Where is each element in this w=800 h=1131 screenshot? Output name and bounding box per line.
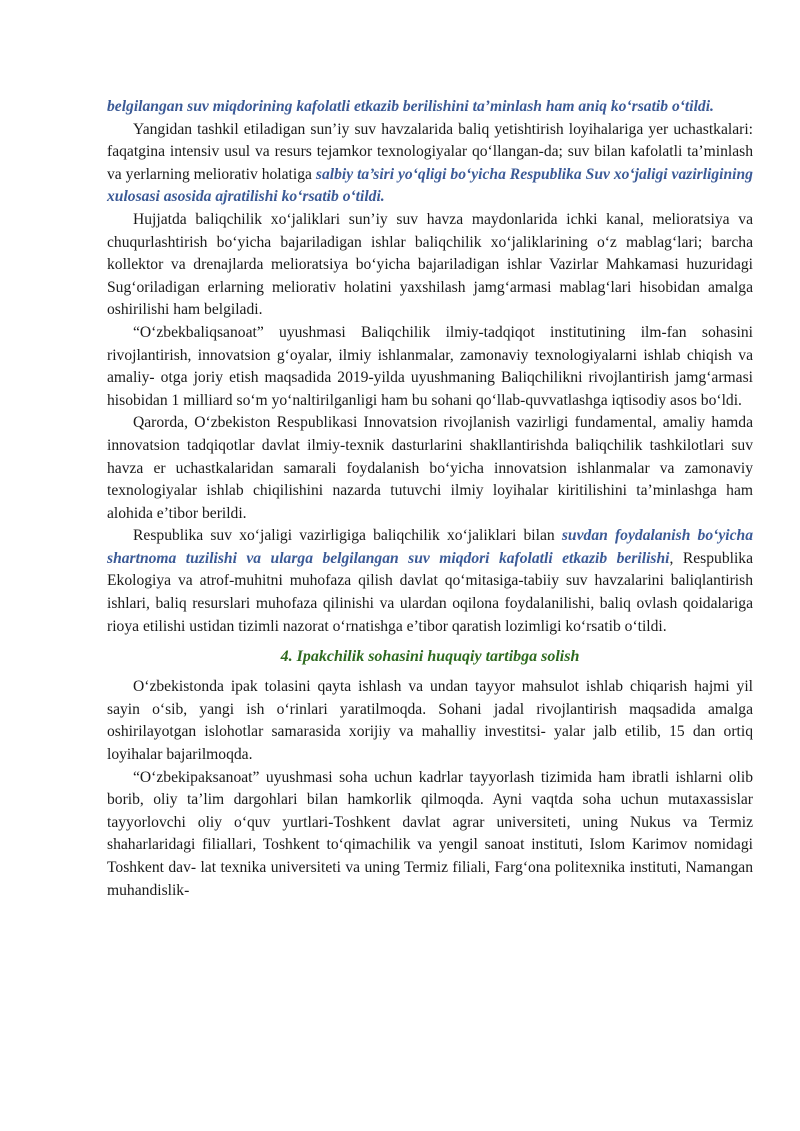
highlighted-text: suvdan foydalanish bo‘yicha shartnoma tuzilishi va ularga belgilangan suv miqdori kafolatli etkazib berilishi [107,527,753,567]
paragraph: “O‘zbekipaksanoat” uyushmasi soha uchun kadrlar tayyorlash tizimida ham ibratli ishlarni olib borib, oliy ta’lim dargohlari bilan hamkorlik qilmoqda. Ayni vaqtda soha uchun mutaxassislar tayyorlovchi oliy o‘quv yurtlari-Toshkent davlat agrar universiteti, uning Nukus va Termiz shaharlaridagi filiallari, Toshkent to‘qimachilik va yengil sanoat instituti, Islom Karimov nomidagi Toshkent dav- lat texnika universiteti va uning Termiz filiali, Farg‘ona politexnika instituti, Namangan muhandislik- [107,768,753,899]
paragraph: Hujjatda baliqchilik xo‘jaliklari sun’iy suv havza maydonlarida ichki kanal, melioratsiya va chuqurlashtirish bo‘yicha bajariladigan ishlar baliqchilik xo‘jaliklarining o‘z mablag‘lari; barcha kollektor va drenajlarda melioratsiya bo‘yicha bajariladigan ishlar Vazirlar Mahkamasi huzuridagi Sug‘oriladigan erlarning meliorativ holatini yaxshilash jamg‘armasi mablag‘lari hisobidan amalga oshirilishi ham belgiladi. [107,210,753,319]
paragraph-continuation [107,96,753,119]
document-page [107,96,753,902]
highlighted-text: belgilangan suv miqdorining kafolatli etkazib berilishini ta’minlash ham aniq ko‘rsatib o‘tildi. [107,98,714,115]
paragraph: O‘zbekistonda ipak tolasini qayta ishlash va undan tayyor mahsulot ishlab chiqarish hajmi yil sayin o‘sib, yangi ish o‘rinlari yaratilmoqda. Sohani jadal rivojlantirish maqsadida amalga oshirilayotgan islohotlar samarasida xorijiy va mahalliy investitsi- yalar jalb etilib, 15 dan ortiq loyihalar bajarilmoqda. [107,678,753,764]
paragraph: Yangidan tashkil etiladigan sun’iy suv havzalarida baliq yetishtirish loyihalariga yer uchastkalari: faqatgina intensiv usul va resurs tejamkor texnologiyalar qo‘llangan-da; suv bilan kafolatli ta’minlash va yerlarning meliorativ holatiga salbiy ta’siri yo‘qligi bo‘yicha Respublika Suv xo‘jaligi vazirligining xulosasi asosida ajratilishi ko‘rsatib o‘tildi. [107,120,753,206]
section-heading: 4. Ipakchilik sohasini huquqiy tartibga solish [280,648,580,666]
paragraph: Qarorda, O‘zbekiston Respublikasi Innovatsion rivojlanish vazirligi fundamental, amaliy hamda innovatsion tadqiqotlar davlat ilmiy-texnik dasturlarini shakllantirishda baliqchilik tashkilotlari suv havza er uchastkalaridan samarali foydalanish bo‘yicha innovatsion ishlanmalar va zamonaviy texnologiyalar ishlab chiqilishini nazarda tutuvchi ilmiy loyihalar kiritilishini ta’minlashga ham alohida e’tibor berildi. [107,414,753,522]
paragraph: “O‘zbekbaliqsanoat” uyushmasi Baliqchilik ilmiy-tadqiqot institutining ilm-fan sohasini rivojlantirish, innovatsion g‘oyalar, ilmiy ishlanmalar, zamonaviy texnologiyalarni ishlab chiqish va amaliy- otga joriy etish maqsadida 2019-yilda uyushmaning Baliqchilikni rivojlantirish jamg‘armasi hisobidan 1 milliard so‘m yo‘naltirilganligi ham bu sohani qo‘llab-quvvatlashga iqtisodiy asos bo‘ldi. [107,323,753,409]
highlighted-text: salbiy ta’siri yo‘qligi bo‘yicha Respublika Suv xo‘jaligi vazirligining xulosasi asosida ajratilishi ko‘rsatib o‘tildi. [107,165,753,206]
paragraph: Respublika suv xo‘jaligi vazirligiga baliqchilik xo‘jaliklari bilan suvdan foydalanish bo‘yicha shartnoma tuzilishi va ularga belgilangan suv miqdori kafolatli etkazib berilishi, Respublika Ekologiya va atrof-muhitni muhofaza qilish davlat qo‘mitasiga-tabiiy suv havzalarini baliqlantirish ishlari, baliq resurslari muhofaza qilinishi va ulardan oqilona foydalanilishi, baliq ovlash qoidalariga rioya etilishi ustidan tizimli nazorat o‘rnatishga e’tibor qaratish lozimligi ko‘rsatib o‘tildi. [107,527,753,635]
